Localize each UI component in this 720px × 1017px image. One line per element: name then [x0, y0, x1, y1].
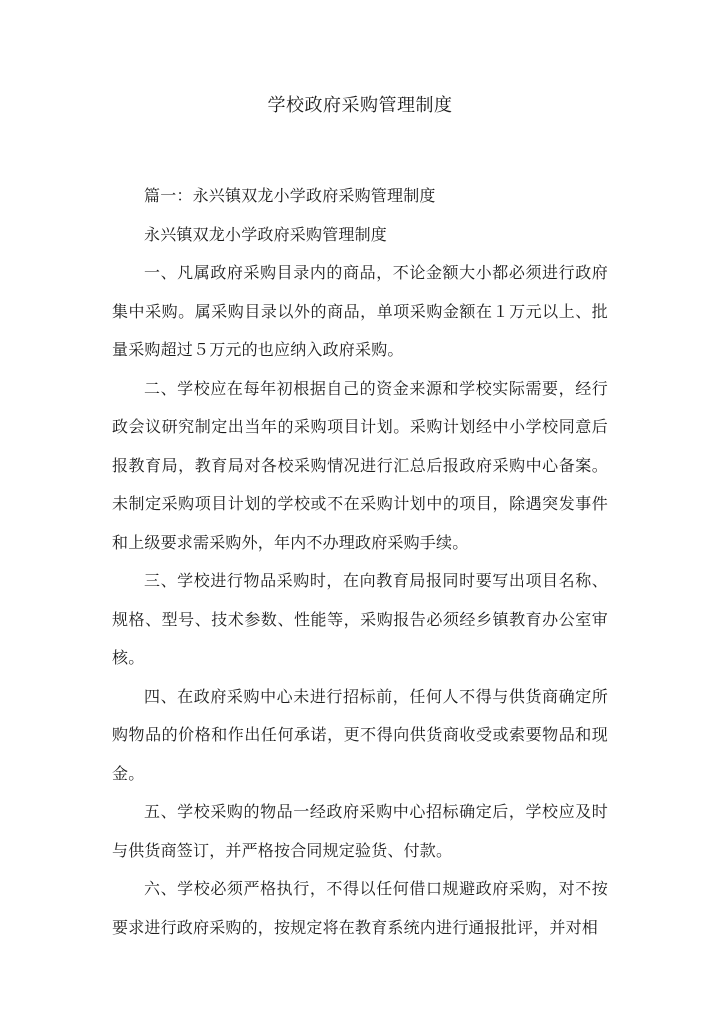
- paragraph-subtitle: 永兴镇双龙小学政府采购管理制度: [144, 224, 388, 244]
- paragraph-clause-4: 四、在政府采购中心未进行招标前，任何人不得与供货商确定所购物品的价格和作出任何承诺，更不得向供货商收受或索要物品和现金。: [112, 686, 608, 783]
- paragraph-clause-3: 三、学校进行物品采购时，在向教育局报同时要写出项目名称、规格、型号、技术参数、性能等，采购报告必须经乡镇教育办公室审核。: [112, 571, 608, 667]
- document-title: 学校政府采购管理制度: [267, 95, 453, 116]
- paragraph-section-heading: 篇一：永兴镇双龙小学政府采购管理制度: [144, 186, 436, 205]
- paragraph-clause-2: 二、学校应在每年初根据自己的资金来源和学校实际需要，经行政会议研究制定出当年的采购项目计划。采购计划经中小学校同意后报教育局，教育局对各校采购情况进行汇总后报政府采购中心备案。未制定采购项目计划的学校或不在采购计划中的项目，除遇突发事件和上级要求需采购外，年内不办理政府采购手续。: [112, 378, 608, 552]
- paragraph-clause-6: 六、学校必须严格执行，不得以任何借口规避政府采购，对不按要求进行政府采购的，按规定将在教育系统内进行通报批评，并对相: [112, 879, 608, 937]
- paragraph-clause-5: 五、学校采购的物品一经政府采购中心招标确定后，学校应及时与供货商签订，并严格按合同规定验货、付款。: [112, 802, 608, 860]
- paragraph-clause-1: 一、凡属政府采购目录内的商品，不论金额大小都必须进行政府集中采购。属采购目录以外的商品，单项采购金额在１万元以上、批量采购超过５万元的也应纳入政府采购。: [112, 263, 608, 359]
- document-body: [112, 177, 608, 947]
